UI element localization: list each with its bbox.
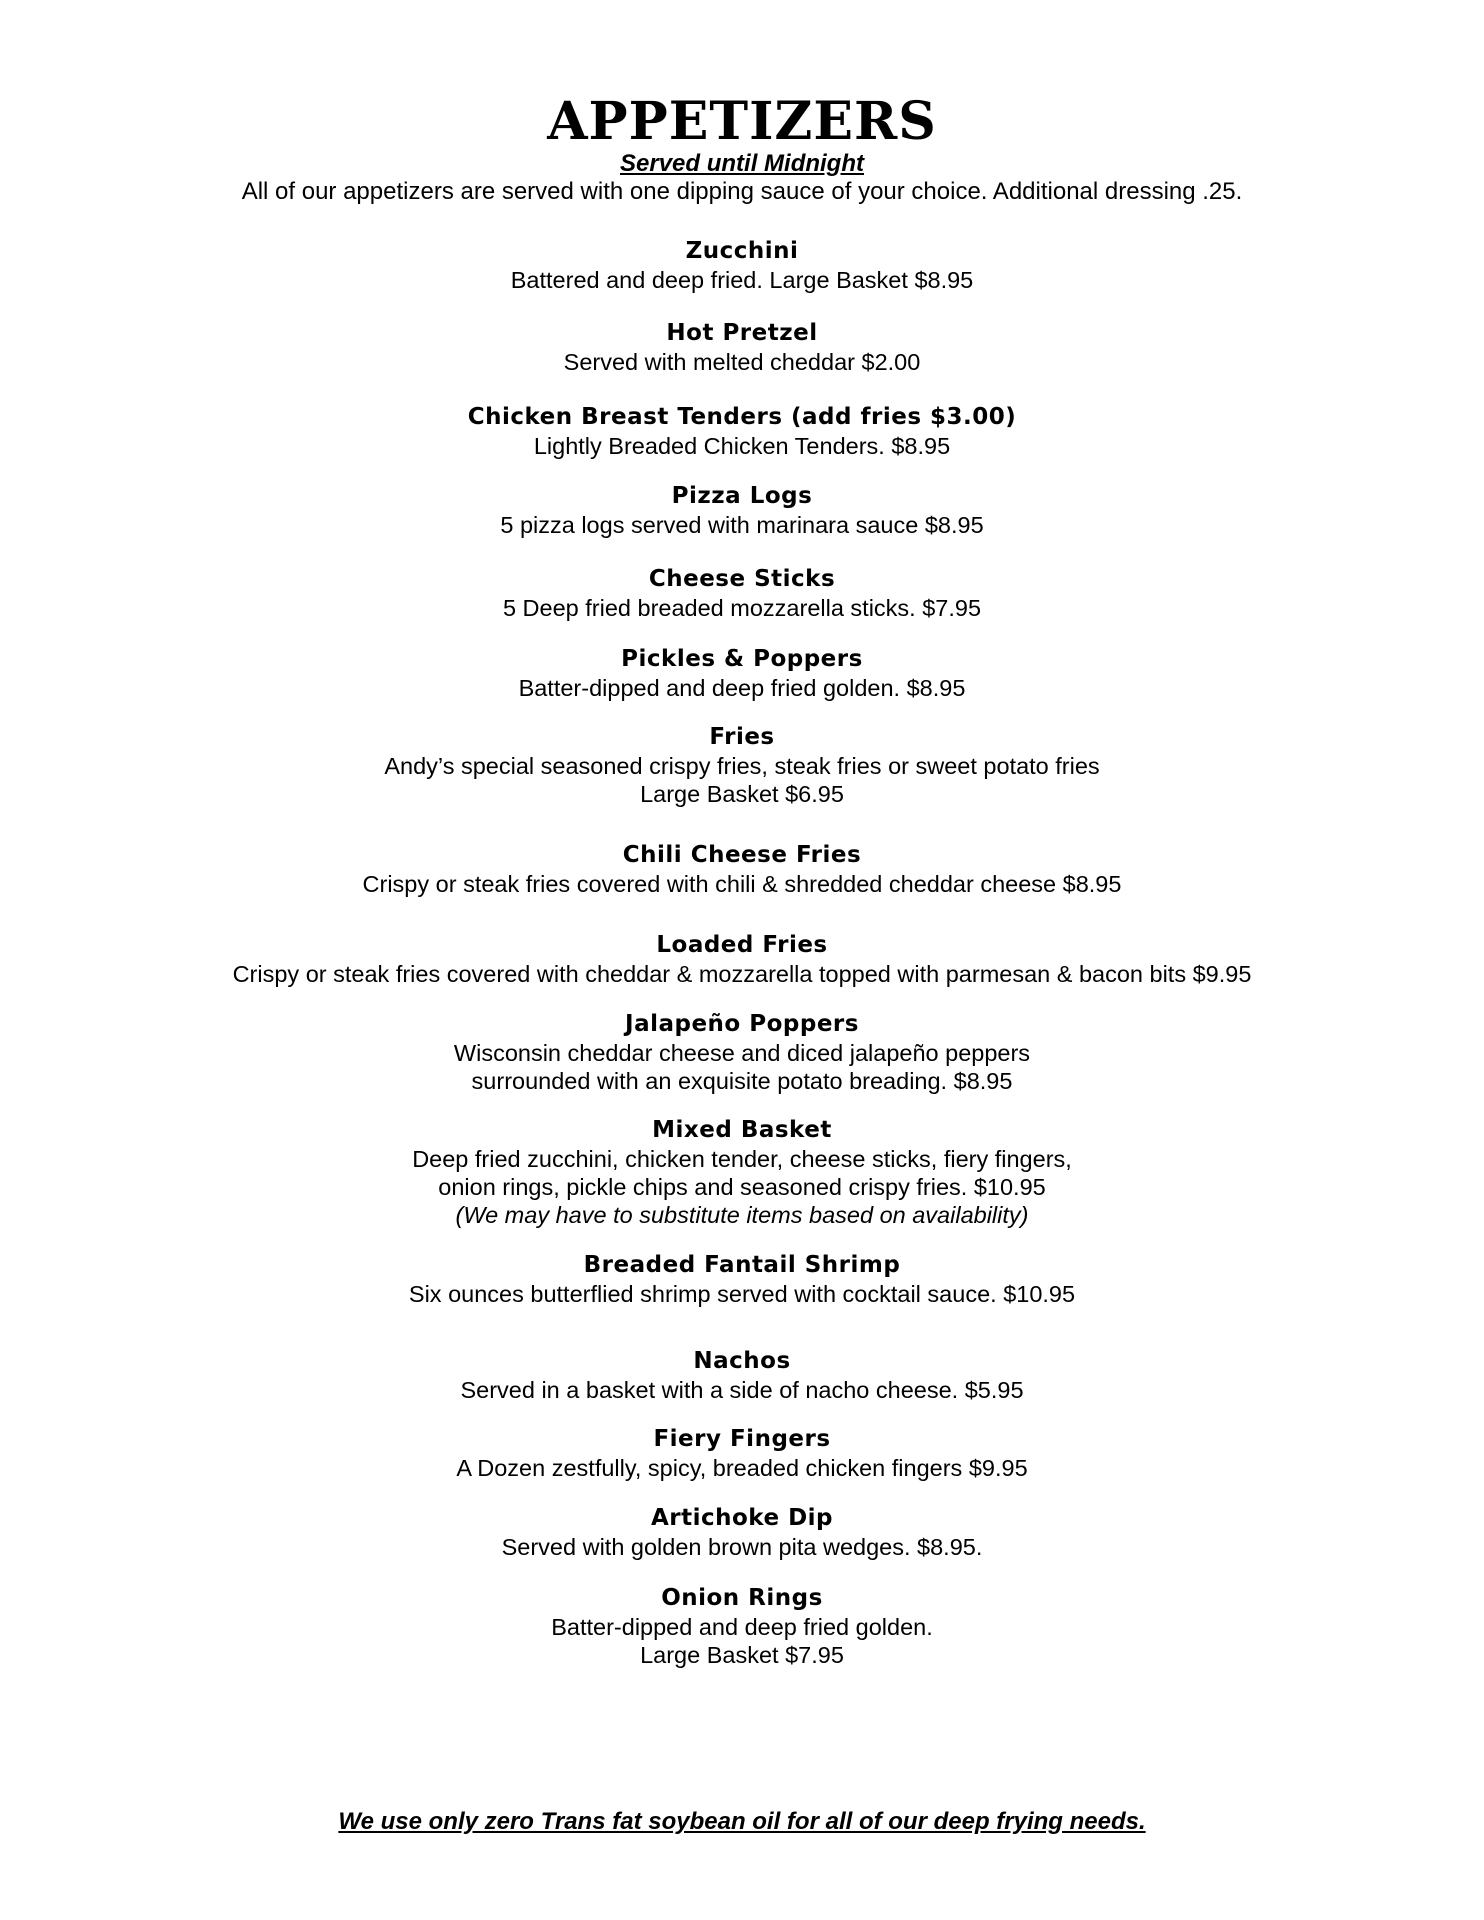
item-description: Andy’s special seasoned crispy fries, steak fries or sweet potato fries: [384, 753, 1100, 779]
item-price-line: Large Basket $6.95: [640, 781, 844, 807]
menu-item: [0, 481, 1484, 539]
item-description: Wisconsin cheddar cheese and diced jalapeño peppers: [453, 1040, 1031, 1066]
item-description: 5 Deep fried breaded mozzarella sticks. $7.95: [502, 595, 982, 621]
menu-item: [0, 1424, 1484, 1482]
menu-item: [0, 1583, 1484, 1669]
item-name: Onion Rings: [661, 1585, 823, 1611]
menu-item: [0, 402, 1484, 460]
item-description: Crispy or steak fries covered with cheddar & mozzarella topped with parmesan & bacon bits $9.95: [232, 961, 1252, 987]
page-title: APPETIZERS: [547, 91, 937, 152]
item-name: Pickles & Poppers: [621, 646, 863, 672]
item-name: Fiery Fingers: [653, 1426, 831, 1452]
item-price-line: Large Basket $7.95: [640, 1642, 844, 1668]
item-description: Lightly Breaded Chicken Tenders. $8.95: [533, 433, 951, 459]
item-name: Mixed Basket: [652, 1117, 832, 1143]
frying-oil-note: We use only zero Trans fat soybean oil for all of our deep frying needs.: [338, 1808, 1146, 1835]
item-description: Deep fried zucchini, chicken tender, cheese sticks, fiery fingers,: [412, 1146, 1072, 1172]
item-name: Pizza Logs: [671, 483, 813, 509]
intro-text: All of our appetizers are served with one dipping sauce of your choice. Additional dressing .25.: [241, 178, 1243, 205]
item-name: Jalapeño Poppers: [625, 1011, 859, 1037]
item-name: Chicken Breast Tenders (add fries $3.00): [467, 404, 1017, 430]
item-name: Nachos: [693, 1348, 791, 1374]
menu-item: [0, 1346, 1484, 1404]
menu-item: [0, 1250, 1484, 1308]
availability-note: (We may have to substitute items based on availability): [455, 1202, 1029, 1228]
item-description: Served in a basket with a side of nacho cheese. $5.95: [460, 1377, 1024, 1403]
item-description: Battered and deep fried. Large Basket $8.95: [510, 267, 974, 293]
item-name: Breaded Fantail Shrimp: [583, 1252, 901, 1278]
item-description: 5 pizza logs served with marinara sauce $8.95: [500, 512, 984, 538]
item-name: Artichoke Dip: [650, 1505, 834, 1531]
item-description: surrounded with an exquisite potato breading. $8.95: [471, 1068, 1013, 1094]
item-description: Served with golden brown pita wedges. $8.95.: [501, 1534, 983, 1560]
menu-item: [0, 1009, 1484, 1095]
item-description: Crispy or steak fries covered with chili & shredded cheddar cheese $8.95: [362, 871, 1122, 897]
item-description: Batter-dipped and deep fried golden. $8.95: [518, 675, 966, 701]
item-name: Zucchini: [685, 238, 799, 264]
menu-item: [0, 644, 1484, 702]
item-description: Served with melted cheddar $2.00: [563, 349, 921, 375]
item-description: Batter-dipped and deep fried golden.: [551, 1614, 933, 1640]
menu-item: [0, 318, 1484, 376]
menu-item: [0, 1115, 1484, 1229]
item-name: Loaded Fries: [656, 932, 828, 958]
item-name: Cheese Sticks: [648, 566, 836, 592]
menu-item: [0, 236, 1484, 294]
menu-item: [0, 930, 1484, 988]
menu-item: [0, 722, 1484, 808]
item-description: onion rings, pickle chips and seasoned crispy fries. $10.95: [438, 1174, 1046, 1200]
item-name: Chili Cheese Fries: [622, 842, 862, 868]
item-description: A Dozen zestfully, spicy, breaded chicken fingers $9.95: [456, 1455, 1028, 1481]
item-name: Fries: [709, 724, 775, 750]
menu-item: [0, 1503, 1484, 1561]
menu-item: [0, 840, 1484, 898]
menu-item: [0, 564, 1484, 622]
item-name: Hot Pretzel: [666, 320, 818, 346]
item-description: Six ounces butterflied shrimp served with cocktail sauce. $10.95: [408, 1281, 1076, 1307]
serving-hours: Served until Midnight: [620, 150, 864, 177]
